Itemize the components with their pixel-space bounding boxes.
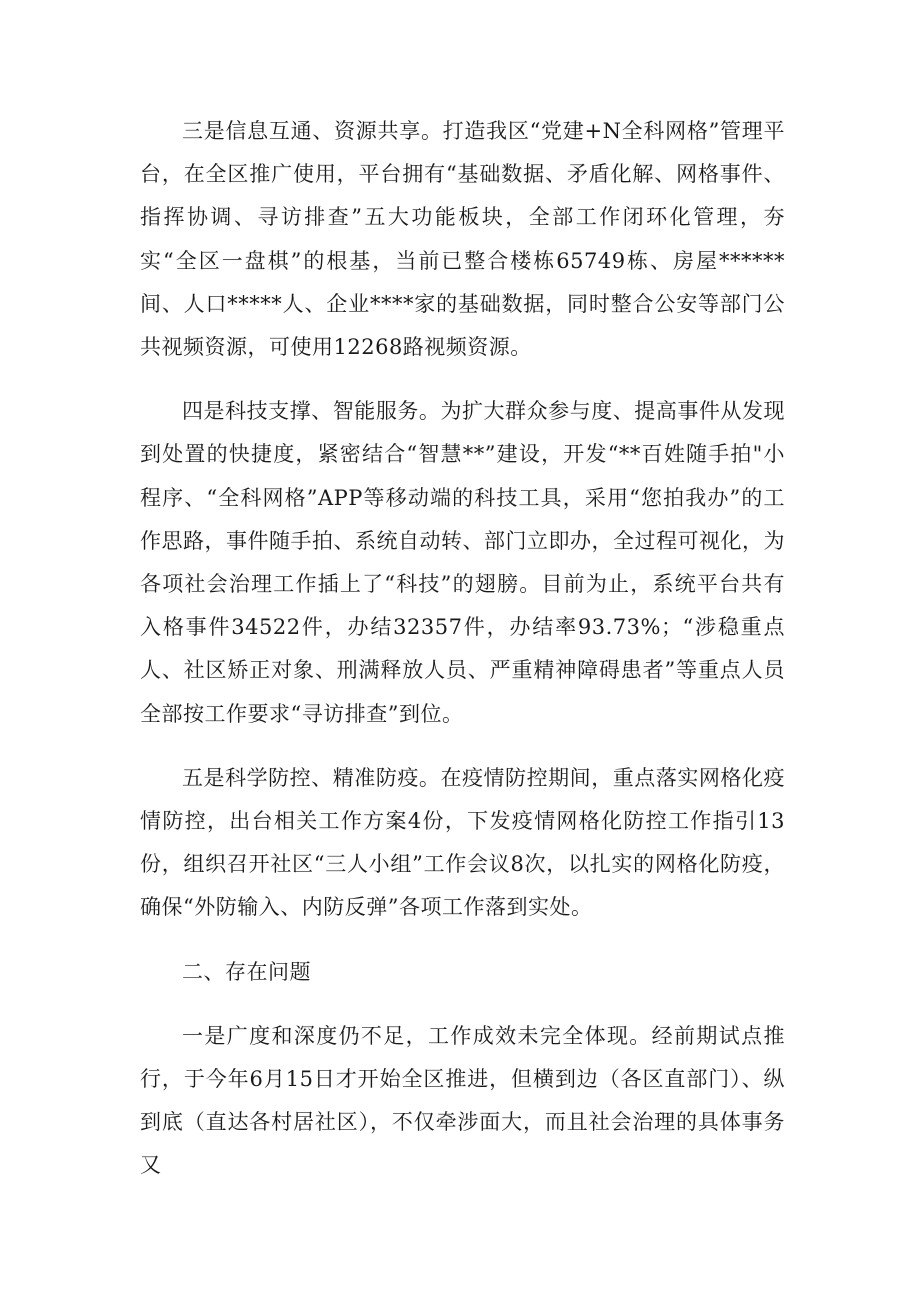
section-heading-problems: 二、存在问题 [182, 959, 311, 984]
paragraph-problem-one: 一是广度和深度仍不足，工作成效未完全体现。经前期试点推行，于今年6月15日才开始全区推进，但横到边（各区直部门）、纵到底（直达各村居社区），不仅牵涉面大，而且社会治理的具体事务又 [140, 1023, 785, 1178]
paragraph-info-sharing: 三是信息互通、资源共享。打造我区“党建+N全科网格”管理平台，在全区推广使用，平台拥有“基础数据、矛盾化解、网格事件、指挥协调、寻访排查”五大功能板块，全部工作闭环化管理，夯实“全区一盘棋”的根基，当前已整合楼栋65749栋、房屋******间、人口*****人、企业****家的基础数据，同时整合公安等部门公共视频资源，可使用12268路视频资源。 [140, 119, 785, 360]
paragraph-epidemic-control: 五是科学防控、精准防疫。在疫情防控期间，重点落实网格化疫情防控，出台相关工作方案4份，下发疫情网格化防控工作指引13份，组织召开社区“三人小组”工作会议8次，以扎实的网格化防疫，确保“外防输入、内防反弹”各项工作落到实处。 [140, 765, 785, 920]
paragraph-tech-support: 四是科技支撑、智能服务。为扩大群众参与度、提高事件从发现到处置的快捷度，紧密结合“智慧**”建设，开发“**百姓随手拍"小程序、“全科网格”APP等移动端的科技工具，采用“您拍我办”的工作思路，事件随手拍、系统自动转、部门立即办，全过程可视化，为各项社会治理工作插上了“科技”的翅膀。目前为止，系统平台共有入格事件34522件，办结32357件，办结率93.73%；“涉稳重点人、社区矫正对象、刑满释放人员、严重精神障碍患者”等重点人员全部按工作要求“寻访排查”到位。 [140, 399, 785, 726]
document-body [140, 110, 785, 1209]
